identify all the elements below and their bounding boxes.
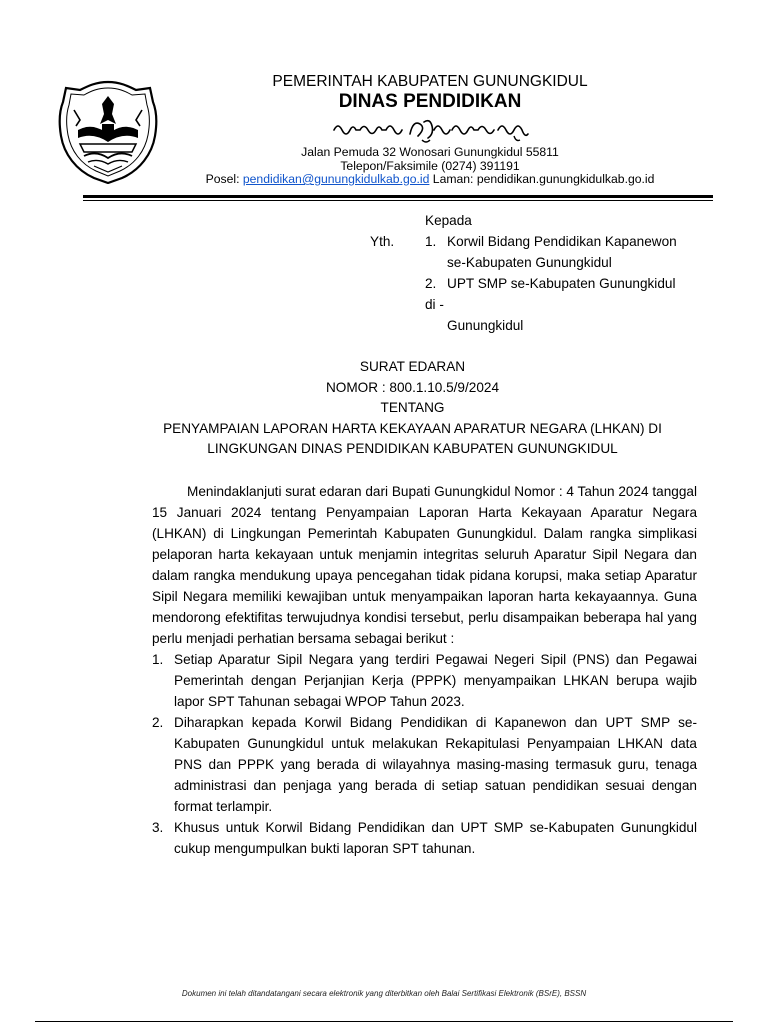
office-name: DINAS PENDIDIKAN: [338, 91, 522, 112]
javanese-script-icon: [330, 116, 535, 144]
letter-body: [152, 481, 697, 859]
recipient-place: Gunungkidul: [447, 318, 524, 333]
points-list: [152, 649, 697, 859]
letterhead-rule-thin: [83, 200, 713, 201]
email-web-line: [150, 173, 710, 187]
recipient-item-2-num: 2.: [425, 276, 437, 291]
recipient-yth: Yth.: [370, 234, 395, 249]
letterhead: [150, 73, 710, 113]
letter-about: TENTANG: [380, 400, 445, 415]
recipient-item-1-line-1: Korwil Bidang Pendidikan Kapanewon: [447, 234, 677, 249]
website-text: pendidikan.gunungkidulkab.go.id: [476, 172, 655, 186]
recipient-item-2-line-1: UPT SMP se-Kabupaten Gunungkidul: [447, 276, 676, 291]
list-item-number: 1.: [152, 652, 164, 667]
recipient-item-1-num: 1.: [425, 234, 437, 249]
letter-title-block: [60, 357, 765, 460]
list-item-number: 2.: [152, 715, 164, 730]
list-item: [152, 649, 697, 712]
recipient-item-1-line-2: se-Kabupaten Gunungkidul: [447, 255, 612, 270]
address-line: Jalan Pemuda 32 Wonosari Gunungkidul 55811: [301, 145, 559, 159]
website-label: Laman:: [432, 172, 474, 186]
contact-block: [150, 146, 710, 187]
government-name: PEMERINTAH KABUPATEN GUNUNGKIDUL: [272, 73, 588, 90]
footer-rule: [35, 1021, 733, 1022]
letter-subject-line-2: LINGKUNGAN DINAS PENDIDIKAN KABUPATEN GUNUNGKIDUL: [207, 441, 618, 456]
phone-line: Telepon/Faksimile (0274) 391191: [340, 158, 520, 173]
regency-emblem-icon: [58, 80, 158, 184]
list-item-text: Khusus untuk Korwil Bidang Pendidikan dan UPT SMP se-Kabupaten Gunungkidul cukup mengumpulkan bukti laporan SPT tahunan.: [174, 820, 697, 856]
recipient-di: di -: [425, 297, 444, 312]
email-link[interactable]: pendidikan@gunungkidulkab.go.id: [242, 172, 430, 186]
letterhead-rule-thick: [83, 195, 713, 198]
esign-footer: Dokumen ini telah ditandatangani secara elektronik yang diterbitkan oleh Balai Sertifikasi Elektronik (BSrE), BSSN: [181, 989, 587, 998]
intro-paragraph: Menindaklanjuti surat edaran dari Bupati Gunungkidul Nomor : 4 Tahun 2024 tanggal 15 Januari 2024 tentang Penyampaian Laporan Harta Kekayaan Aparatur Negara (LHKAN) di Lingkungan Pemerintah Kabupaten Gunungkidul. Dalam rangka simplikasi pelaporan harta kekayaan untuk menjamin integritas seluruh Aparatur Sipil Negara dan dalam rangka mendukung upaya pencegahan tidak pidana korupsi, maka setiap Aparatur Sipil Negara memiliki kewajiban untuk menyampaikan laporan harta kekayaannya. Guna mendorong efektifitas terwujudnya kondisi tersebut, perlu disampaikan beberapa hal yang perlu menjadi perhatian bersama sebagai berikut :: [152, 484, 697, 646]
recipient-to: Kepada: [425, 213, 472, 228]
letter-subject-line-1: PENYAMPAIAN LAPORAN HARTA KEKAYAAN APARATUR NEGARA (LHKAN) DI: [163, 420, 662, 436]
list-item-number: 3.: [152, 820, 164, 835]
list-item-text: Diharapkan kepada Korwil Bidang Pendidikan di Kapanewon dan UPT SMP se-Kabupaten Gunungkidul untuk melakukan Rekapitulasi Penyampaian LHKAN data PNS dan PPPK yang berada di wilayahnya masing-masing termasuk guru, tenaga administrasi dan penjaga yang berada di setiap satuan pendidikan sesuai dengan format terlampir.: [174, 715, 697, 814]
letter-type: SURAT EDARAN: [359, 359, 466, 374]
list-item: [152, 817, 697, 859]
list-item-text: Setiap Aparatur Sipil Negara yang terdiri Pegawai Negeri Sipil (PNS) dan Pegawai Pemerintah dengan Perjanjian Kerja (PPPK) menyampaikan LHKAN berupa wajib lapor SPT Tahunan sebagai WPOP Tahun 2023.: [174, 652, 697, 709]
letter-number: NOMOR : 800.1.10.5/9/2024: [325, 379, 500, 395]
email-label: Posel:: [205, 172, 240, 186]
list-item: [152, 712, 697, 817]
